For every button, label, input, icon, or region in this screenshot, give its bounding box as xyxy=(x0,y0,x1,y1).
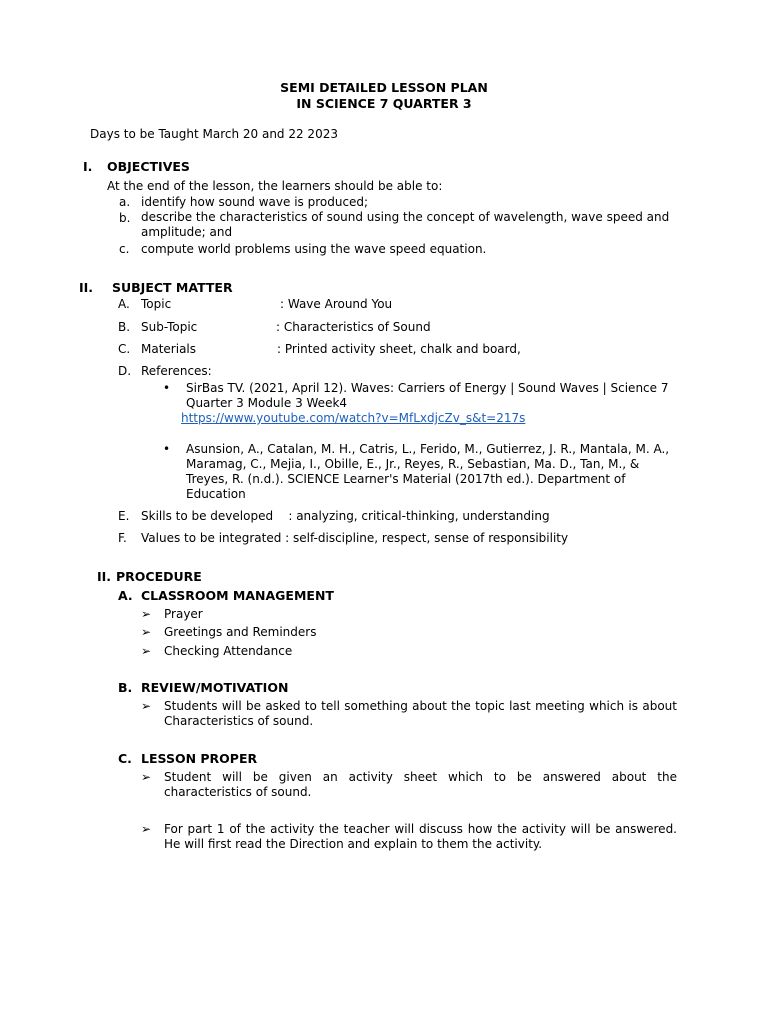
reference-1-text: SirBas TV. (2021, April 12). Waves: Carriers of Energy | Sound Waves | Science 7 Quarter 3 Module 3 Week4 xyxy=(186,381,669,410)
classroom-arrow-2: ➢ xyxy=(141,625,152,639)
review-arrow-1: ➢ xyxy=(141,699,152,713)
materials-marker: C. xyxy=(118,342,131,356)
skills-marker: E. xyxy=(118,509,130,523)
objectives-number: I. xyxy=(83,159,93,174)
reference-1-link[interactable]: https://www.youtube.com/watch?v=MfLxdjcZv_s&t=217s xyxy=(181,411,526,425)
objective-item-b: describe the characteristics of sound using the concept of wavelength, wave speed and amplitude; and xyxy=(141,210,670,239)
review-marker: B. xyxy=(118,680,133,695)
review-heading: REVIEW/MOTIVATION xyxy=(141,680,289,695)
objective-item-c: compute world problems using the wave speed equation. xyxy=(141,242,487,256)
reference-bullet-2: • xyxy=(163,442,171,456)
values-marker: F. xyxy=(118,531,127,545)
references-marker: D. xyxy=(118,364,132,378)
days-to-be-taught: Days to be Taught March 20 and 22 2023 xyxy=(90,127,338,141)
objective-marker-a: a. xyxy=(119,195,131,209)
references-label: References: xyxy=(141,364,212,378)
objectives-intro: At the end of the lesson, the learners should be able to: xyxy=(107,179,443,193)
subtopic-marker: B. xyxy=(118,320,131,334)
subtopic-label: Sub-Topic xyxy=(141,320,198,334)
objective-marker-b: b. xyxy=(119,211,131,225)
objectives-heading: OBJECTIVES xyxy=(107,159,190,174)
classroom-arrow-1: ➢ xyxy=(141,607,152,621)
subject-matter-number: II. xyxy=(79,280,94,295)
objective-item-a: identify how sound wave is produced; xyxy=(141,195,369,209)
classroom-item-greetings: Greetings and Reminders xyxy=(164,625,317,639)
materials-value: : Printed activity sheet, chalk and board, xyxy=(277,342,521,356)
procedure-number: II. xyxy=(97,569,112,584)
review-item-1: Students will be asked to tell something about the topic last meeting which is about Characteristics of sound. xyxy=(164,699,677,728)
topic-value: : Wave Around You xyxy=(280,297,393,311)
classroom-heading: CLASSROOM MANAGEMENT xyxy=(141,588,334,603)
title-line-1: SEMI DETAILED LESSON PLAN xyxy=(280,80,488,95)
subtopic-value: : Characteristics of Sound xyxy=(276,320,431,334)
classroom-item-prayer: Prayer xyxy=(164,607,203,621)
classroom-marker: A. xyxy=(118,588,133,603)
objective-marker-c: c. xyxy=(119,242,130,256)
lesson-item-1: Student will be given an activity sheet which to be answered about the characteristics of sound. xyxy=(164,770,677,799)
classroom-arrow-3: ➢ xyxy=(141,644,152,658)
lesson-item-2: For part 1 of the activity the teacher will discuss how the activity will be answered. He will first read the Direction and explain to them the activity. xyxy=(164,822,677,851)
lesson-marker: C. xyxy=(118,751,132,766)
topic-label: Topic xyxy=(141,297,172,311)
subject-matter-heading: SUBJECT MATTER xyxy=(112,280,233,295)
lesson-heading: LESSON PROPER xyxy=(141,751,258,766)
topic-marker: A. xyxy=(118,297,130,311)
reference-2-text: Asunsion, A., Catalan, M. H., Catris, L., Ferido, M., Gutierrez, J. R., Mantala, M. A., Maramag, C., Mejia, I., Obille, E., Jr., Reyes, R., Sebastian, Ma. D., Tan, M., & Treyes, R. (n.d.). SCIENCE Learner's Material (2017th ed.). Department of Education xyxy=(186,442,670,501)
materials-label: Materials xyxy=(141,342,197,356)
skills-text: Skills to be developed : analyzing, critical-thinking, understanding xyxy=(141,509,550,523)
lesson-arrow-1: ➢ xyxy=(141,770,152,784)
title-line-2: IN SCIENCE 7 QUARTER 3 xyxy=(296,96,472,111)
reference-bullet-1: • xyxy=(163,381,171,395)
values-text: Values to be integrated : self-discipline, respect, sense of responsibility xyxy=(141,531,569,545)
procedure-heading: PROCEDURE xyxy=(116,569,202,584)
classroom-item-attendance: Checking Attendance xyxy=(164,644,293,658)
lesson-arrow-2: ➢ xyxy=(141,822,152,836)
